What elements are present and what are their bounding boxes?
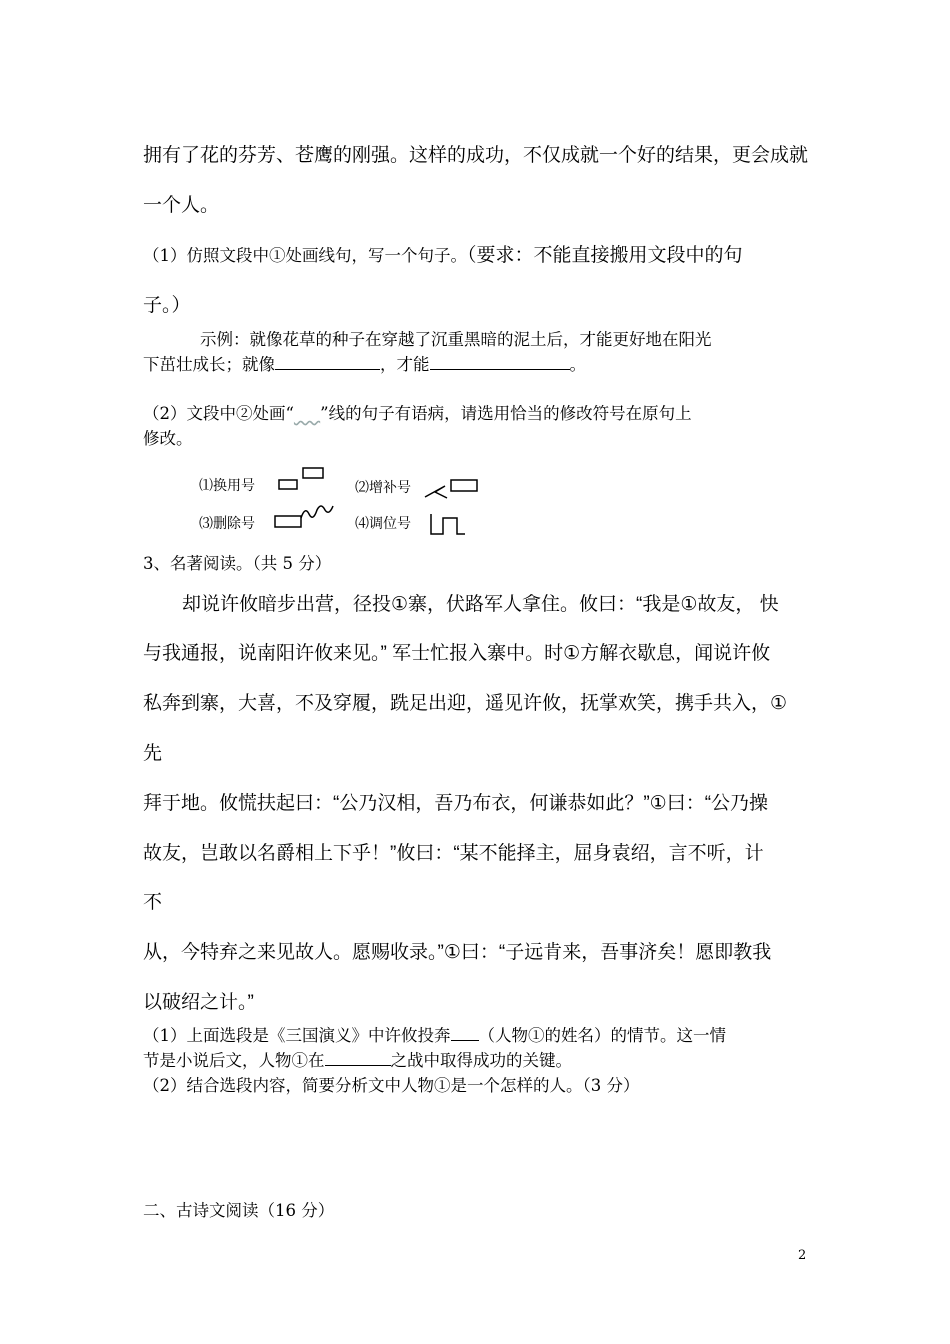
example-text: 下茁壮成长；就像 ，才能 。	[143, 355, 586, 374]
question-2-cont: 修改。	[143, 429, 193, 448]
wavy-mark-sample	[294, 404, 320, 423]
question-3-1-cont: 节是小说后文，人物①在 之战中取得成功的关键。	[143, 1051, 572, 1070]
section-heading: 二、古诗文阅读（16 分）	[143, 1201, 335, 1220]
insert-symbol-icon	[425, 486, 447, 498]
passage-line: 一个人。	[143, 195, 220, 216]
symbol-label: ⑷调位号	[355, 516, 411, 532]
novel-excerpt-line: 以破绍之计。”	[143, 992, 254, 1013]
replace-symbol-icon	[279, 480, 297, 489]
novel-excerpt-line: 拜于地。攸慌扶起曰：“公乃汉相，吾乃布衣，何谦恭如此？”①曰：“公乃操	[143, 793, 769, 814]
delete-symbol-icon	[301, 506, 333, 518]
novel-excerpt-line: 不	[143, 892, 163, 913]
question-1-cont: 子。）	[143, 295, 191, 316]
correction-symbols-figure	[195, 462, 495, 542]
answer-blank[interactable]	[325, 1051, 391, 1066]
page-number: 2	[798, 1248, 807, 1263]
symbol-label: ⑶删除号	[199, 516, 255, 532]
reorder-symbol-icon	[431, 514, 465, 534]
delete-symbol-icon	[275, 516, 301, 527]
novel-excerpt-line: 先	[143, 743, 163, 764]
question-3-1: （1）上面选段是《三国演义》中许攸投奔 （人物①的姓名）的情节。这一情	[143, 1026, 726, 1045]
answer-blank[interactable]	[451, 1026, 479, 1041]
symbol-label: ⑵增补号	[355, 480, 411, 496]
novel-excerpt-line: 从，今特弃之来见故人。愿赐收录。”①曰：“子远肯来，吾事济矣！愿即教我	[143, 942, 772, 963]
symbol-label: ⑴换用号	[199, 478, 255, 494]
novel-excerpt-line: 故友，岂敢以名爵相上下乎！”攸曰：“某不能择主，屈身袁绍，言不听，计	[143, 843, 764, 864]
question-1: （1）仿照文段中①处画线句，写一个句子。（要求：不能直接搬用文段中的句	[143, 245, 743, 266]
replace-symbol-icon	[303, 468, 323, 478]
passage-line: 拥有了花的芬芳、苍鹰的刚强。这样的成功，不仅成就一个好的结果，更会成就	[143, 145, 809, 166]
novel-excerpt-line: 与我通报，说南阳许攸来见。” 军士忙报入寨中。时①方解衣歇息，闻说许攸	[143, 643, 771, 664]
novel-excerpt-line: 私奔到寨，大喜，不及穿履，跣足出迎，遥见许攸，抚掌欢笑，携手共入，①	[143, 693, 788, 714]
question-2: （2）文段中②处画“ ”线的句子有语病，请选用恰当的修改符号在原句上	[143, 404, 692, 423]
answer-blank[interactable]	[430, 355, 570, 370]
question-3-2: （2）结合选段内容，简要分析文中人物①是一个怎样的人。（3 分）	[143, 1076, 640, 1095]
answer-blank[interactable]	[275, 355, 380, 370]
insert-symbol-icon	[451, 480, 477, 491]
section-heading: 3、名著阅读。（共 5 分）	[143, 554, 332, 573]
example-text: 示例：就像花草的种子在穿越了沉重黑暗的泥土后，才能更好地在阳光	[200, 330, 712, 349]
novel-excerpt-line: 却说许攸暗步出营，径投①寨，伏路军人拿住。攸曰：“我是①故友， 快	[182, 594, 779, 615]
